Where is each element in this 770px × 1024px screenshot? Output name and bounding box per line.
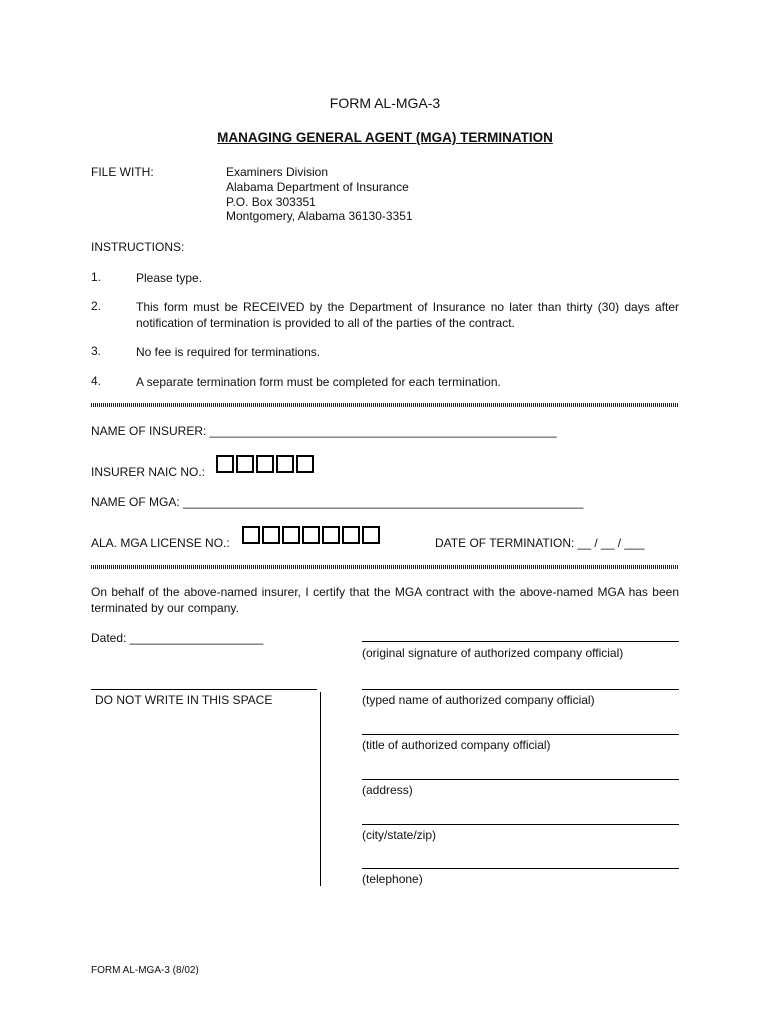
typed-name-line[interactable] — [362, 689, 679, 690]
instruction-text: A separate termination form must be completed for each termination. — [136, 375, 501, 389]
address-caption: (address) — [362, 783, 413, 797]
city-state-zip-caption: (city/state/zip) — [362, 828, 437, 842]
license-digit-box[interactable] — [262, 526, 280, 544]
dotted-divider — [91, 403, 679, 407]
signature-caption: (original signature of authorized company official) — [362, 646, 624, 660]
naic-label: INSURER NAIC NO.: — [91, 465, 206, 479]
telephone-caption: (telephone) — [362, 872, 423, 886]
address-line: P.O. Box 303351 — [226, 194, 316, 209]
address-line: Montgomery, Alabama 36130-3351 — [226, 209, 413, 224]
certification-statement: On behalf of the above-named insurer, I certify that the MGA contract with the above-named MGA has been terminated by our company. — [91, 585, 679, 615]
naic-digit-box[interactable] — [256, 455, 274, 473]
instruction-number: 1. — [91, 270, 102, 284]
instruction-text: Please type. — [136, 271, 203, 285]
office-use-divider — [320, 692, 321, 886]
naic-digit-box[interactable] — [236, 455, 254, 473]
license-digit-box[interactable] — [282, 526, 300, 544]
termination-date-field[interactable]: DATE OF TERMINATION: __ / __ / ___ — [435, 536, 645, 550]
signature-line[interactable] — [362, 641, 679, 642]
title-caption: (title of authorized company official) — [362, 738, 551, 752]
form-title: MANAGING GENERAL AGENT (MGA) TERMINATION — [217, 130, 553, 145]
telephone-line[interactable] — [362, 868, 679, 869]
naic-digit-box[interactable] — [296, 455, 314, 473]
naic-digit-box[interactable] — [276, 455, 294, 473]
license-digit-box[interactable] — [242, 526, 260, 544]
license-digit-box[interactable] — [322, 526, 340, 544]
instructions-label: INSTRUCTIONS: — [91, 240, 185, 254]
address-line: Examiners Division — [226, 165, 329, 179]
city-state-zip-line[interactable] — [362, 824, 679, 825]
instruction-text: No fee is required for terminations. — [136, 345, 321, 359]
form-footer: FORM AL-MGA-3 (8/02) — [91, 965, 199, 976]
dotted-divider — [91, 565, 679, 569]
license-digit-box[interactable] — [302, 526, 320, 544]
address-line: Alabama Department of Insurance — [226, 179, 409, 194]
typed-name-caption: (typed name of authorized company official) — [362, 693, 595, 707]
office-use-line — [91, 689, 317, 690]
address-line[interactable] — [362, 779, 679, 780]
file-with-address — [226, 165, 413, 224]
naic-digit-box[interactable] — [216, 455, 234, 473]
license-label: ALA. MGA LICENSE NO.: — [91, 536, 230, 550]
form-number: FORM AL-MGA-3 — [329, 95, 441, 111]
license-boxes — [242, 526, 382, 544]
license-digit-box[interactable] — [342, 526, 360, 544]
mga-name-field[interactable]: NAME OF MGA: ____________________________________________________________ — [91, 495, 584, 509]
license-digit-box[interactable] — [362, 526, 380, 544]
instruction-number: 4. — [91, 374, 102, 388]
office-use-label: DO NOT WRITE IN THIS SPACE — [95, 693, 273, 707]
naic-boxes — [216, 455, 316, 473]
dated-field[interactable]: Dated: ____________________ — [91, 631, 264, 645]
file-with-label: FILE WITH: — [91, 165, 154, 179]
instruction-number: 2. — [91, 299, 102, 313]
title-line[interactable] — [362, 734, 679, 735]
instruction-text: This form must be RECEIVED by the Department of Insurance no later than thirty (30) days after notification of termination is provided to all of the parties of the contract. — [136, 300, 679, 330]
instruction-number: 3. — [91, 344, 102, 358]
insurer-name-field[interactable]: NAME OF INSURER: ____________________________________________________ — [91, 424, 557, 438]
